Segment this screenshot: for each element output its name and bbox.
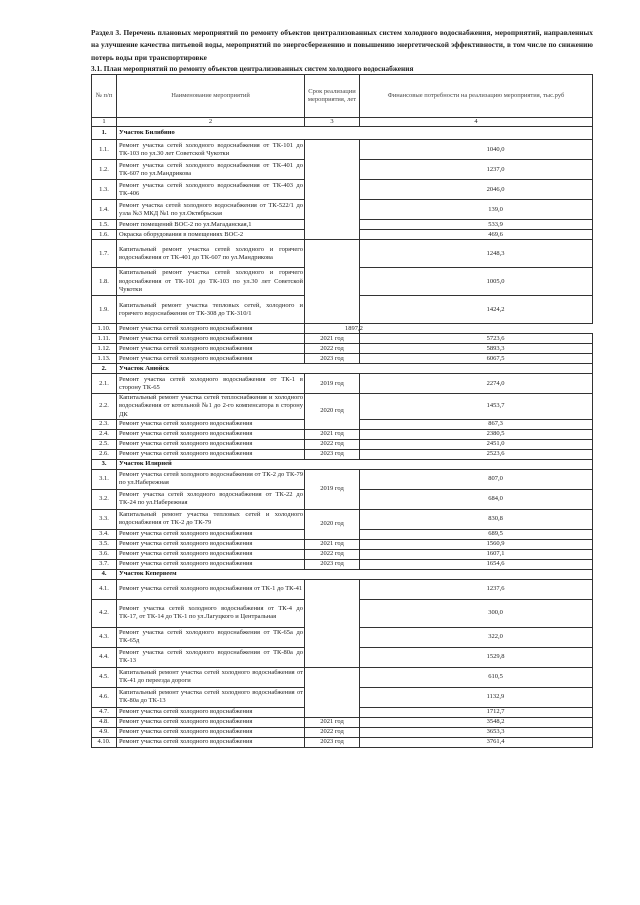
finance-value: 533,9 — [360, 220, 593, 230]
finance-value: 830,8 — [360, 509, 593, 529]
section-heading: Раздел 3. Перечень плановых мероприятий по ремонту объектов централизованных систем холодного водоснабжения, мероприятий, направленных на улучшение качества питьевой воды, мероприятий по энергосбережению и повышению энергетической эффективности, в том числе по снижению потерь воды при транспортировке — [91, 28, 593, 62]
table-row — [92, 354, 593, 364]
term-cell: 2019 год — [305, 469, 360, 509]
finance-value: 1132,9 — [360, 687, 593, 707]
measure-name: Ремонт участка сетей холодного водоснабжения — [117, 439, 305, 449]
section-name: Участок Кепервеем — [117, 569, 593, 579]
row-number: 1.5. — [92, 220, 117, 230]
term-cell: 2021 год — [305, 539, 360, 549]
section-number: 1. — [92, 127, 117, 140]
row-number: 4.5. — [92, 667, 117, 687]
finance-value: 1453,7 — [360, 394, 593, 420]
term-cell: 2021 год — [305, 717, 360, 727]
measure-name: Капитальный ремонт участка сетей теплоснабжения и холодного водоснабжения от котельной №1 до 2-го компенсатора в сторону ДК — [117, 394, 305, 420]
row-number: 4.2. — [92, 599, 117, 627]
row-number: 1.6. — [92, 230, 117, 240]
section-number: 2. — [92, 364, 117, 374]
table-row — [92, 469, 593, 489]
measure-name: Ремонт участка сетей холодного водоснабжения — [117, 549, 305, 559]
row-number: 2.4. — [92, 429, 117, 439]
row-number: 3.7. — [92, 559, 117, 569]
section-row — [92, 459, 593, 469]
row-number: 1.11. — [92, 334, 117, 344]
plan-table — [91, 74, 593, 748]
section-name: Участок Анюйск — [117, 364, 593, 374]
finance-value: 1237,0 — [360, 160, 593, 180]
row-number: 3.6. — [92, 549, 117, 559]
row-number: 4.8. — [92, 717, 117, 727]
measure-name: Ремонт участка сетей холодного водоснабжения — [117, 324, 305, 334]
finance-value: 807,0 — [360, 469, 593, 489]
finance-value: 2274,0 — [360, 374, 593, 394]
header-row — [92, 75, 593, 118]
finance-value: 2046,0 — [360, 180, 593, 200]
measure-name: Ремонт участка сетей холодного водоснабжения — [117, 707, 305, 717]
row-number: 4.9. — [92, 727, 117, 737]
term-cell: 2022 год — [305, 439, 360, 449]
measure-name: Капитальный ремонт участка сетей холодного водоснабжения от ТК-80а до ТК-13 — [117, 687, 305, 707]
measure-name: Ремонт участка сетей холодного водоснабжения — [117, 717, 305, 727]
finance-value: 2451,0 — [360, 439, 593, 449]
row-number: 1.12. — [92, 344, 117, 354]
row-number: 4.4. — [92, 647, 117, 667]
measure-name: Капитальный ремонт участка сетей холодного и горячего водоснабжения от ТК-401 до ТК-607 по ул.Мандрикова — [117, 240, 305, 268]
header-term: Срок реализации мероприятия, лет — [305, 75, 360, 118]
measure-name: Ремонт участка сетей холодного водоснабжения от ТК-403 до ТК-406 — [117, 180, 305, 200]
table-row — [92, 509, 593, 529]
subsection-heading: 3.1. План мероприятий по ремонту объектов централизованных систем холодного водоснабжения — [91, 64, 414, 73]
measure-name: Ремонт участка сетей холодного водоснабжения — [117, 344, 305, 354]
term-cell: 2023 год — [305, 559, 360, 569]
finance-value: 322,0 — [360, 627, 593, 647]
row-number: 1.7. — [92, 240, 117, 268]
header-finance: Финансовые потребности на реализацию мероприятия, тыс.руб — [360, 75, 593, 118]
term-cell: 2019 год — [305, 374, 360, 394]
finance-value: 2380,5 — [360, 429, 593, 439]
term-cell: 2021 год — [305, 429, 360, 439]
finance-value: 867,3 — [360, 419, 593, 429]
section-number: 3. — [92, 459, 117, 469]
table-row — [92, 429, 593, 439]
term-cell: 2021 год — [305, 334, 360, 344]
term-cell: 2020 год — [305, 394, 360, 430]
column-number: 3 — [305, 118, 360, 127]
row-number: 3.4. — [92, 529, 117, 539]
finance-value: 1607,1 — [360, 549, 593, 559]
table-row — [92, 549, 593, 559]
table-row — [92, 539, 593, 549]
term-cell: 2022 год — [305, 727, 360, 737]
table-row — [92, 324, 593, 334]
table-row — [92, 439, 593, 449]
table-body — [92, 118, 593, 748]
row-number: 4.1. — [92, 579, 117, 599]
row-number: 1.10. — [92, 324, 117, 334]
term-cell: 2020 год — [305, 509, 360, 539]
measure-name: Ремонт участка сетей холодного водоснабжения — [117, 559, 305, 569]
finance-value: 1712,7 — [360, 707, 593, 717]
row-number: 4.6. — [92, 687, 117, 707]
table-row — [92, 717, 593, 727]
section-name: Участок Билибино — [117, 127, 593, 140]
measure-name: Капитальный ремонт участка тепловых сетей и холодного водоснабжения от ТК-2 до ТК-79 — [117, 509, 305, 529]
row-number: 4.3. — [92, 627, 117, 647]
header-num: № п/п — [92, 75, 117, 118]
term-cell — [305, 140, 360, 240]
finance-value: 1248,3 — [360, 240, 593, 268]
measure-name: Ремонт участка сетей холодного водоснабжения — [117, 354, 305, 364]
measure-name: Капитальный ремонт участка тепловых сетей, холодного и горячего водоснабжения от ТК-308 до ТК-310/1 — [117, 296, 305, 324]
term-cell — [305, 667, 360, 717]
table-row — [92, 334, 593, 344]
finance-value: 1654,6 — [360, 559, 593, 569]
row-number: 2.2. — [92, 394, 117, 420]
term-cell: 2023 год — [305, 737, 360, 747]
table-row — [92, 394, 593, 420]
term-cell — [305, 579, 360, 667]
finance-value: 689,5 — [360, 529, 593, 539]
finance-value: 1897,2 — [305, 324, 360, 334]
finance-value: 610,5 — [360, 667, 593, 687]
finance-value: 6067,5 — [360, 354, 593, 364]
measure-name: Окраска оборудования в помещениях ВОС-2 — [117, 230, 305, 240]
measure-name: Ремонт участка сетей холодного водоснабжения — [117, 419, 305, 429]
finance-value: 3548,2 — [360, 717, 593, 727]
measure-name: Ремонт участка сетей холодного водоснабжения от ТК-1 в сторону ТК-65 — [117, 374, 305, 394]
term-cell: 2022 год — [305, 549, 360, 559]
column-number-row — [92, 118, 593, 127]
term-cell — [305, 240, 360, 324]
finance-value: 469,6 — [360, 230, 593, 240]
table-row — [92, 559, 593, 569]
row-number: 2.5. — [92, 439, 117, 449]
row-number: 3.5. — [92, 539, 117, 549]
header-name: Наименование мероприятий — [117, 75, 305, 118]
finance-value: 1040,0 — [360, 140, 593, 160]
row-number: 3.1. — [92, 469, 117, 489]
table-row — [92, 140, 593, 160]
finance-value: 1237,6 — [360, 579, 593, 599]
row-number: 1.8. — [92, 268, 117, 296]
finance-value: 1005,0 — [360, 268, 593, 296]
section-row — [92, 569, 593, 579]
row-number: 1.4. — [92, 200, 117, 220]
measure-name: Ремонт участка сетей холодного водоснабжения — [117, 727, 305, 737]
column-number: 4 — [360, 118, 593, 127]
finance-value: 3761,4 — [360, 737, 593, 747]
finance-value: 139,0 — [360, 200, 593, 220]
measure-name: Ремонт участка сетей холодного водоснабжения — [117, 449, 305, 459]
finance-value: 300,0 — [360, 599, 593, 627]
column-number: 2 — [117, 118, 305, 127]
row-number: 1.2. — [92, 160, 117, 180]
row-number: 3.2. — [92, 489, 117, 509]
measure-name: Ремонт участка сетей холодного водоснабжения от ТК-2 до ТК-79 по ул.Набережная — [117, 469, 305, 489]
section-row — [92, 364, 593, 374]
finance-value: 1424,2 — [360, 296, 593, 324]
measure-name: Ремонт участка сетей холодного водоснабжения — [117, 334, 305, 344]
finance-value: 684,0 — [360, 489, 593, 509]
row-number: 1.9. — [92, 296, 117, 324]
measure-name: Капитальный ремонт участка сетей холодного водоснабжения от ТК-41 до переезда дороги — [117, 667, 305, 687]
finance-value: 2523,6 — [360, 449, 593, 459]
measure-name: Ремонт участка сетей холодного водоснабжения от ТК-65а до ТК-65д — [117, 627, 305, 647]
measure-name: Ремонт участка сетей холодного водоснабжения — [117, 529, 305, 539]
row-number: 2.1. — [92, 374, 117, 394]
row-number: 2.3. — [92, 419, 117, 429]
section-row — [92, 127, 593, 140]
term-cell: 2023 год — [305, 449, 360, 459]
measure-name: Ремонт участка сетей холодного водоснабжения от ТК-80а до ТК-13 — [117, 647, 305, 667]
table-row — [92, 240, 593, 268]
table-row — [92, 579, 593, 599]
row-number: 4.7. — [92, 707, 117, 717]
row-number: 4.10. — [92, 737, 117, 747]
row-number: 1.1. — [92, 140, 117, 160]
finance-value: 1560,9 — [360, 539, 593, 549]
column-number: 1 — [92, 118, 117, 127]
measure-name: Ремонт участка сетей холодного водоснабжения от ТК-22 до ТК-24 по ул.Набережная — [117, 489, 305, 509]
measure-name: Ремонт участка сетей холодного водоснабжения от ТК-4 до ТК-17, от ТК-14 до ТК-1 по ул.Лагуцкого и Центральная — [117, 599, 305, 627]
row-number: 1.13. — [92, 354, 117, 364]
table-row — [92, 737, 593, 747]
section-name: Участок Илирней — [117, 459, 593, 469]
table-row — [92, 449, 593, 459]
measure-name: Ремонт участка сетей холодного водоснабжения от ТК-1 до ТК-41 — [117, 579, 305, 599]
section-number: 4. — [92, 569, 117, 579]
measure-name: Капитальный ремонт участка сетей холодного и горячего водоснабжения от ТК-101 до ТК-103 по ул.30 лет Советской Чукотки — [117, 268, 305, 296]
term-cell: 2023 год — [305, 354, 360, 364]
term-cell: 2022 год — [305, 344, 360, 354]
finance-value: 5723,6 — [360, 334, 593, 344]
finance-value: 3653,3 — [360, 727, 593, 737]
finance-value: 5893,3 — [360, 344, 593, 354]
table-row — [92, 667, 593, 687]
measure-name: Ремонт участка сетей холодного водоснабжения — [117, 539, 305, 549]
row-number: 2.6. — [92, 449, 117, 459]
measure-name: Ремонт участка сетей холодного водоснабжения от ТК-522/1 до узла №3 МКД №1 по ул.Октябрьская — [117, 200, 305, 220]
measure-name: Ремонт участка сетей холодного водоснабжения от ТК-401 до ТК-607 по ул.Мандрикова — [117, 160, 305, 180]
table-row — [92, 374, 593, 394]
table-row — [92, 344, 593, 354]
row-number: 3.3. — [92, 509, 117, 529]
measure-name: Ремонт участка сетей холодного водоснабжения — [117, 429, 305, 439]
table-row — [92, 727, 593, 737]
measure-name: Ремонт помещений ВОС-2 по ул.Магаданская,1 — [117, 220, 305, 230]
measure-name: Ремонт участка сетей холодного водоснабжения — [117, 737, 305, 747]
finance-value: 1529,8 — [360, 647, 593, 667]
row-number: 1.3. — [92, 180, 117, 200]
measure-name: Ремонт участка сетей холодного водоснабжения от ТК-101 до ТК-103 по ул.30 лет Советской Чукотки — [117, 140, 305, 160]
